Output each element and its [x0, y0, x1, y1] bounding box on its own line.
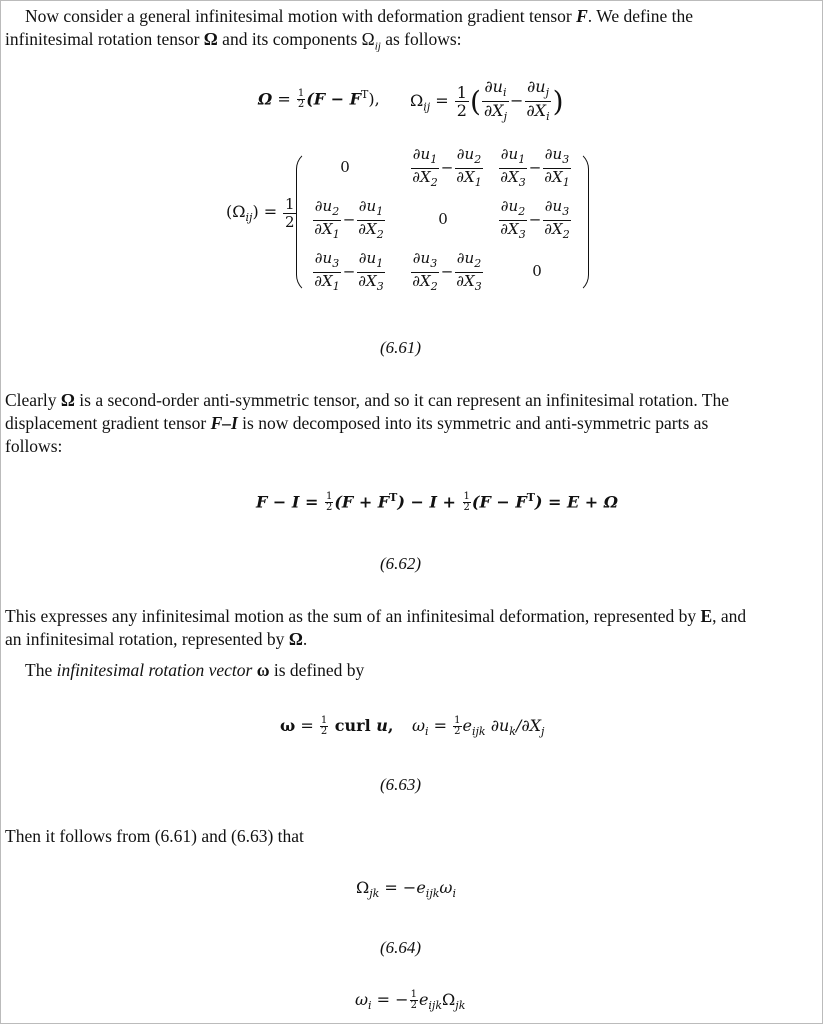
subscript: 1 [376, 257, 384, 270]
zero: 0 [340, 158, 350, 176]
subscript: jk [369, 887, 380, 901]
numerator: ∂u [314, 197, 333, 215]
text-run: follows: [5, 436, 63, 456]
subscript: i [502, 86, 507, 100]
denominator: 2 [463, 502, 470, 514]
eq-term: (F + F [334, 492, 390, 512]
intro-paragraph [5, 5, 817, 59]
equation-number-6-64: (6.64) [380, 938, 422, 957]
subscript: 1 [376, 205, 384, 218]
subscript: 2 [332, 205, 340, 218]
numerator: ∂u [314, 249, 333, 267]
numerator: ∂u [412, 145, 431, 163]
half-fraction [463, 492, 471, 513]
equation-omega-definition [258, 88, 380, 110]
eq-term: = [428, 716, 453, 735]
half-fraction [325, 492, 333, 513]
denominator: 2 [456, 101, 467, 121]
subscript: 2 [518, 205, 526, 218]
equation-omega-i [355, 990, 465, 1012]
subscript: 1 [332, 280, 340, 293]
eq-term: = −e [379, 878, 426, 897]
text-run: and its components [217, 29, 362, 49]
symbol-omega: Ω [361, 29, 375, 49]
text-run: is defined by [269, 660, 365, 680]
text-run: Now consider a general infinitesimal motion with deformation gradient tensor [25, 6, 577, 26]
half-fraction [297, 89, 305, 110]
matrix-cell-23 [490, 198, 580, 243]
eq-term: ) − I + [397, 492, 462, 512]
subscript: 2 [430, 280, 438, 293]
eq-term: F − I = [256, 492, 324, 512]
subscript: 2 [430, 176, 438, 189]
eq-term: ω [412, 716, 426, 735]
half-fraction [283, 196, 297, 231]
eq-term: Ω [258, 89, 273, 109]
matrix-cell-33 [522, 262, 552, 280]
text-run: is now decomposed into its symmetric and anti-symmetric parts as [237, 413, 709, 433]
eq-term: = [295, 716, 319, 735]
denominator: ∂X [544, 220, 563, 238]
numerator: ∂u [358, 197, 377, 215]
eq-term: ω [280, 716, 296, 735]
numerator: ∂u [484, 77, 503, 96]
subscript: 3 [332, 257, 340, 270]
subscript: 1 [562, 176, 570, 189]
eq-term: (Ω [226, 202, 246, 221]
half-fraction [453, 716, 461, 737]
denominator: ∂X [544, 168, 563, 186]
text-run: infinitesimal rotation tensor [5, 29, 204, 49]
denominator: ∂X [526, 101, 547, 121]
subscript: 3 [474, 280, 482, 293]
denominator: ∂X [314, 272, 333, 290]
subscript: 3 [376, 280, 384, 293]
subscript: ij [374, 40, 381, 53]
subscript: ij [245, 211, 253, 225]
subscript: 3 [562, 205, 570, 218]
superscript: T [389, 491, 398, 504]
subscript: ij [423, 100, 431, 114]
eq-term: e [462, 716, 472, 735]
eq-term: ∂u [485, 716, 510, 735]
numerator: 1 [297, 88, 305, 100]
symbol-omega-tensor: Ω [203, 29, 218, 49]
denominator: ∂X [358, 220, 377, 238]
matrix-cell-32 [402, 250, 492, 295]
text-run: The [25, 660, 57, 680]
eq-term: = [272, 89, 296, 109]
numerator: 1 [410, 989, 417, 1000]
superscript: T [361, 88, 369, 101]
zero: 0 [438, 210, 448, 228]
text-run: , and [712, 606, 747, 626]
rotation-vector-paragraph [25, 659, 823, 682]
subscript: ijk [425, 887, 440, 901]
equation-omega-jk [356, 878, 456, 900]
text-run: is a second-order anti-symmetric tensor, and so it can represent an infinitesimal rotation. The [74, 390, 729, 410]
subscript: k [509, 725, 516, 739]
subscript: 3 [518, 176, 526, 189]
numerator: ∂u [544, 197, 563, 215]
half-fraction [410, 990, 418, 1011]
denominator: ∂X [412, 168, 431, 186]
subscript: 1 [518, 153, 526, 166]
subscript: jk [455, 999, 466, 1013]
denominator: ∂X [483, 101, 504, 121]
eq-term: u [376, 716, 388, 735]
denominator: 2 [320, 726, 328, 737]
text-run: . We define the [587, 6, 693, 26]
subscript: 1 [430, 153, 438, 166]
numerator: 1 [454, 715, 461, 726]
motion-sum-paragraph [5, 605, 817, 651]
symbol-omega-tensor: Ω [60, 390, 75, 410]
eq-term: ), [368, 89, 380, 109]
subscript: 2 [474, 153, 482, 166]
subscript: i [452, 887, 456, 901]
equation-omega-components-levi-civita [412, 716, 544, 738]
denominator: ∂X [500, 168, 519, 186]
subscript: j [541, 725, 545, 739]
denominator: ∂X [456, 168, 475, 186]
eq-term: (F − F [306, 89, 362, 109]
subscript: 3 [430, 257, 438, 270]
numerator: ∂u [544, 145, 563, 163]
partial-fraction [524, 78, 551, 125]
subscript: i [368, 999, 372, 1013]
subscript: j [545, 86, 549, 100]
numerator: ∂u [500, 197, 519, 215]
subscript: 1 [332, 228, 340, 241]
eq-term: Ω [410, 91, 424, 111]
numerator: ∂u [500, 145, 519, 163]
symbol-omega-vector: ω [252, 660, 270, 680]
eq-term: ) = [252, 202, 278, 221]
matrix-cell-13 [490, 146, 580, 191]
text-run: as follows: [380, 29, 462, 49]
minus: − [510, 91, 524, 111]
equation-omega-components [410, 78, 564, 125]
numerator: 1 [463, 491, 470, 503]
subscript: i [425, 725, 429, 739]
matrix-cell-12 [402, 146, 492, 191]
zero: 0 [532, 262, 542, 280]
left-paren: ( [469, 85, 481, 119]
symbol-F-minus-I: F–I [210, 413, 238, 433]
partial-fraction [482, 78, 509, 125]
equation-omega-curl [280, 716, 393, 737]
numerator: ∂u [358, 249, 377, 267]
subscript: 1 [474, 176, 482, 189]
subscript: 3 [562, 153, 570, 166]
subscript: ijk [472, 725, 486, 739]
minus: − [528, 210, 542, 229]
half-fraction [455, 84, 469, 119]
equation-decomposition [256, 491, 618, 513]
denominator: ∂X [314, 220, 333, 238]
numerator: ∂u [456, 145, 475, 163]
matrix-cell-31 [304, 250, 394, 295]
denominator: 2 [410, 1000, 417, 1011]
eq-term: Ω [356, 878, 370, 897]
text-run: This expresses any infinitesimal motion as the sum of an infinitesimal deformation, represented by [5, 606, 701, 626]
eq-term: /∂X [515, 716, 542, 735]
numerator: 1 [456, 83, 467, 103]
numerator: 1 [325, 491, 333, 503]
denominator: ∂X [456, 272, 475, 290]
numerator: 1 [320, 715, 328, 726]
text-run: Clearly [5, 390, 61, 410]
text-run: . [302, 629, 308, 649]
text-run: an infinitesimal rotation, represented by [5, 629, 289, 649]
symbol-F: F [576, 6, 588, 26]
eq-term: , [387, 716, 394, 735]
denominator: ∂X [358, 272, 377, 290]
matrix-cell-21 [304, 198, 394, 243]
denominator: 2 [297, 99, 305, 111]
equation-number-6-62: (6.62) [380, 554, 422, 573]
text-run: displacement gradient tensor [5, 413, 211, 433]
eq-term: curl [329, 716, 377, 735]
half-fraction [320, 716, 328, 737]
equation-number-6-61: (6.61) [380, 338, 422, 357]
antisymmetric-paragraph [5, 389, 817, 458]
eq-term: ω [355, 990, 369, 1009]
symbol-omega-tensor: Ω [288, 629, 303, 649]
term-infinitesimal-rotation-vector: infinitesimal rotation vector [56, 660, 253, 680]
eq-term: ) = E + Ω [534, 492, 619, 512]
eq-term: = − [371, 990, 409, 1009]
eq-term: e [418, 990, 429, 1009]
eq-term: = [430, 91, 454, 111]
numerator: ∂u [412, 249, 431, 267]
denominator: ∂X [412, 272, 431, 290]
matrix-cell-11 [330, 158, 360, 176]
minus: − [528, 158, 542, 177]
minus: − [342, 210, 356, 229]
eq-term: (F − F [471, 492, 527, 512]
matrix-cell-22 [428, 210, 458, 228]
denominator: ∂X [500, 220, 519, 238]
subscript: 2 [376, 228, 384, 241]
eq-term: ω [439, 878, 453, 897]
subscript: 2 [562, 228, 570, 241]
matrix-lhs [226, 202, 277, 224]
eq-term: Ω [442, 990, 456, 1009]
subscript: 2 [474, 257, 482, 270]
follows-paragraph: Then it follows from (6.61) and (6.63) that [5, 826, 304, 846]
denominator: 2 [325, 502, 333, 514]
numerator: ∂u [456, 249, 475, 267]
subscript: 3 [518, 228, 526, 241]
equation-number-6-63: (6.63) [380, 775, 422, 794]
minus: − [440, 262, 454, 281]
right-paren: ) [552, 85, 564, 119]
subscript: j [503, 110, 507, 124]
superscript: T [526, 491, 535, 504]
minus: − [342, 262, 356, 281]
numerator: ∂u [527, 77, 546, 96]
denominator: 2 [285, 213, 295, 231]
subscript: i [546, 110, 550, 124]
minus: − [440, 158, 454, 177]
symbol-E: E [700, 606, 713, 626]
denominator: 2 [454, 726, 461, 737]
subscript: ijk [428, 999, 443, 1013]
numerator: 1 [285, 195, 295, 213]
